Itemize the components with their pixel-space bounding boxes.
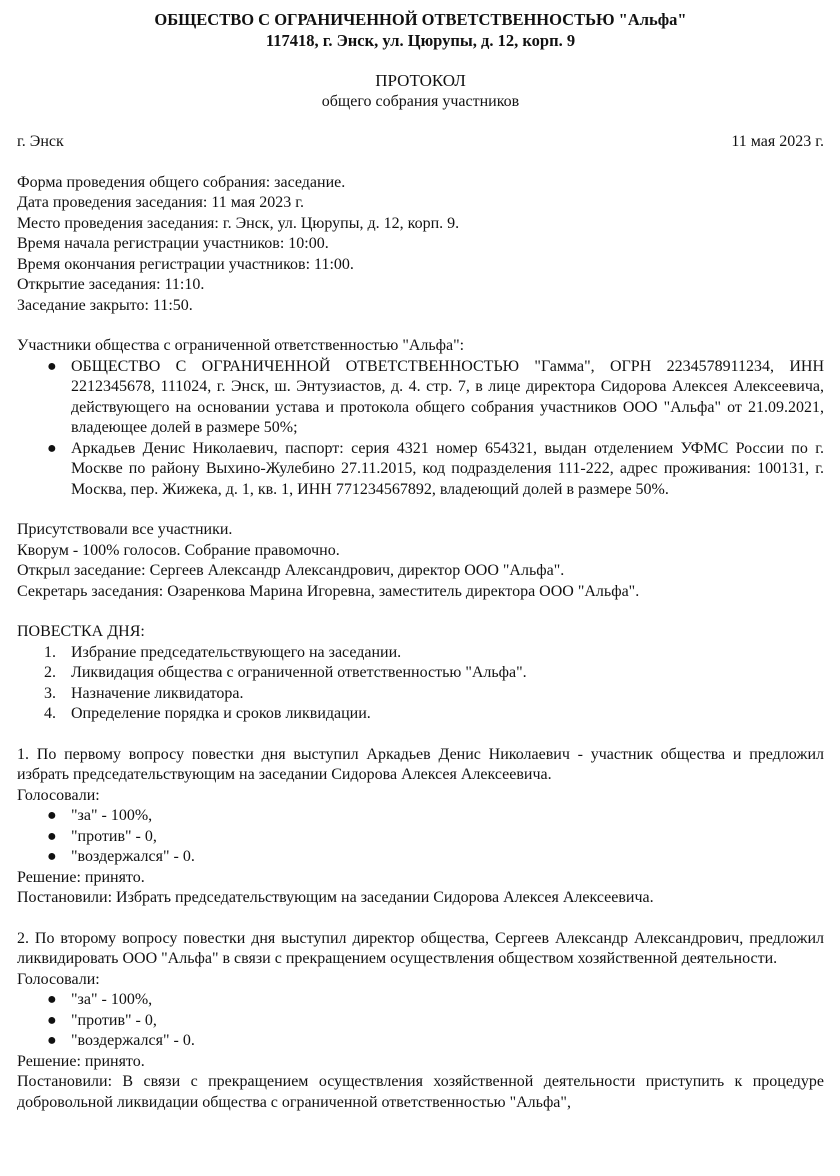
list-item <box>47 806 824 827</box>
bullet-icon: ● <box>47 848 57 865</box>
agenda-text: Определение порядка и сроков ликвидации. <box>71 705 371 722</box>
list-item <box>44 684 824 705</box>
place-date-row <box>17 132 824 153</box>
agenda-text: Избрание председательствующего на заседании. <box>71 643 402 661</box>
info-line: Дата проведения заседания: 11 мая 2023 г. <box>17 194 304 211</box>
list-item <box>47 827 824 848</box>
question-intro: 1. По первому вопросу повестки дня выступил Аркадьев Денис Николаевич - участник общества и предложил избрать председательствующим на заседании Сидорова Алексея Алексеевича. <box>17 745 824 783</box>
participants-list <box>17 357 824 501</box>
agenda-number: 2. <box>44 664 56 681</box>
list-item <box>47 847 824 868</box>
list-item <box>44 643 824 664</box>
info-line: Открытие заседания: 11:10. <box>17 276 205 293</box>
info-line: Время окончания регистрации участников: 11:00. <box>17 255 354 273</box>
info-line: Форма проведения общего собрания: заседание. <box>17 173 346 191</box>
vote-text: "воздержался" - 0. <box>71 848 195 865</box>
org-address: 117418, г. Энск, ул. Цюрупы, д. 12, корп. 9 <box>265 30 576 50</box>
agenda-number: 1. <box>44 643 56 661</box>
resolved: Постановили: В связи с прекращением осуществления хозяйственной деятельности приступить к процедуре добровольной ликвидации общества с ограниченной ответственностью "Альфа", <box>17 1073 824 1111</box>
vote-text: "против" - 0, <box>71 1011 157 1029</box>
list-item <box>47 990 824 1011</box>
meeting-info <box>17 173 824 317</box>
bullet-icon: ● <box>47 991 57 1008</box>
bullet-icon: ● <box>47 1032 57 1049</box>
agenda-number: 4. <box>44 705 56 722</box>
doc-subtitle: общего собрания участников <box>321 92 520 110</box>
voted-label: Голосовали: <box>17 970 100 988</box>
decision: Решение: принято. <box>17 868 145 886</box>
agenda-number: 3. <box>44 684 56 702</box>
decision: Решение: принято. <box>17 1052 145 1070</box>
protocol-date: 11 мая 2023 г. <box>731 133 824 150</box>
question-2 <box>17 929 824 1114</box>
doc-title: ПРОТОКОЛ <box>375 71 466 90</box>
list-item <box>44 704 824 725</box>
org-name: ОБЩЕСТВО С ОГРАНИЧЕННОЙ ОТВЕТСТВЕННОСТЬЮ "Альфа" <box>154 10 687 29</box>
question-1 <box>17 745 824 909</box>
attendance-line: Открыл заседание: Сергеев Александр Александрович, директор ООО "Альфа". <box>17 562 565 579</box>
list-item <box>47 439 824 501</box>
vote-text: "против" - 0, <box>71 827 157 845</box>
voted-label: Голосовали: <box>17 786 100 804</box>
votes-list <box>17 990 824 1052</box>
attendance-line: Кворум - 100% голосов. Собрание правомочно. <box>17 541 340 559</box>
list-item <box>47 357 824 439</box>
bullet-icon: ● <box>47 1011 57 1029</box>
agenda-heading: ПОВЕСТКА ДНЯ: <box>17 623 145 640</box>
bullet-icon: ● <box>47 807 57 824</box>
info-line: Время начала регистрации участников: 10:00. <box>17 235 329 252</box>
info-line: Заседание закрыто: 11:50. <box>17 296 193 314</box>
agenda-text: Ликвидация общества с ограниченной ответственностью "Альфа". <box>71 664 527 681</box>
agenda-list <box>17 643 824 725</box>
attendance <box>17 520 824 602</box>
city: г. Энск <box>17 133 64 150</box>
votes-list <box>17 806 824 868</box>
participant-text: Аркадьев Денис Николаевич, паспорт: серия 4321 номер 654321, выдан отделением УФМС России по г. Москве по району Выхино-Жулебино 27.11.2015, код подразделения 111-222, адрес проживания: 100131, г. Москва, пер. Жижека, д. 1, кв. 1, ИНН 771234567892, владеющий долей в размере 50%. <box>71 439 824 498</box>
list-item <box>47 1011 824 1032</box>
vote-text: "за" - 100%, <box>71 807 153 824</box>
vote-text: "за" - 100%, <box>71 991 153 1008</box>
info-line: Место проведения заседания: г. Энск, ул. Цюрупы, д. 12, корп. 9. <box>17 214 460 232</box>
vote-text: "воздержался" - 0. <box>71 1032 195 1049</box>
list-item <box>44 663 824 684</box>
participants-heading: Участники общества с ограниченной ответственностью "Альфа": <box>17 337 465 354</box>
bullet-icon: ● <box>47 827 57 845</box>
list-item <box>47 1031 824 1052</box>
resolved: Постановили: Избрать председательствующим на заседании Сидорова Алексея Алексеевича. <box>17 889 654 906</box>
bullet-icon: ● <box>47 357 57 375</box>
bullet-icon: ● <box>47 439 57 457</box>
attendance-line: Присутствовали все участники. <box>17 521 233 538</box>
participant-text: ОБЩЕСТВО С ОГРАНИЧЕННОЙ ОТВЕТСТВЕННОСТЬЮ "Гамма", ОГРН 2234578911234, ИНН 2212345678, 111024, г. Энск, ш. Энтузиастов, д. 4. стр. 7, в лице директора Сидорова Алексея Алексеевича, действующего на основании устава и протокола общего собрания участников ООО "Альфа" от 21.09.2021, владеющее долей в размере 50%; <box>71 357 824 436</box>
question-intro: 2. По второму вопросу повестки дня выступил директор общества, Сергеев Александр Александрович, предложил ликвидировать ООО "Альфа" в связи с прекращением осуществления обществом хозяйственной деятельности. <box>17 929 824 967</box>
agenda-text: Назначение ликвидатора. <box>71 684 244 702</box>
attendance-line: Секретарь заседания: Озаренкова Марина Игоревна, заместитель директора ООО "Альфа". <box>17 582 640 600</box>
